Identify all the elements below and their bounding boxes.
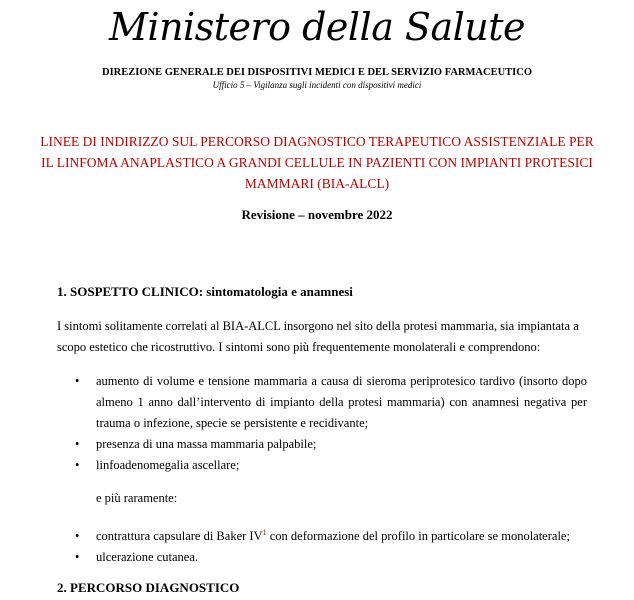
list-item — [75, 547, 587, 568]
rarely-label: e più raramente: — [96, 491, 178, 505]
list-item-text: presenza di una massa mammaria palpabile; — [96, 437, 317, 451]
list-item-text: linfoadenomegalia ascellare; — [96, 458, 240, 472]
section-1-heading — [57, 284, 353, 300]
bullet-icon: • — [75, 550, 80, 564]
bullet-icon: • — [75, 529, 80, 543]
list-item-text-continued: con deformazione del profilo in particolare se monolaterale; — [266, 529, 570, 543]
section-1-heading-number: 1. SOSPETTO CLINICO: — [57, 284, 204, 299]
office-name: Ufficio 5 – Vigilanza sugli incidenti con dispositivi medici — [212, 80, 422, 90]
list-item-text: contrattura capsulare di Baker IV — [96, 529, 263, 543]
revision-date: Revisione – novembre 2022 — [241, 207, 393, 222]
bullet-icon: • — [75, 374, 80, 388]
list-item — [75, 371, 587, 434]
list-item — [75, 434, 587, 455]
section-1-heading-subtitle: sintomatologia e anamnesi — [203, 284, 353, 299]
ministry-logo: Ministero della Salute — [109, 5, 525, 49]
footnote-reference-link[interactable]: 1 — [262, 527, 267, 537]
document-title — [40, 131, 594, 194]
rare-symptom-list — [75, 526, 587, 568]
list-item-text: aumento di volume e tensione mammaria a causa di sieroma periprotesico tardivo (insorto dopo almeno 1 anno dall’intervento di impianto della protesi mammaria) con anamnesi negativa per trauma o infezione, specie se persistente e recidivante; — [96, 374, 587, 430]
list-item — [75, 455, 587, 476]
list-item — [75, 526, 587, 547]
symptom-list — [75, 371, 587, 476]
section-2-heading: 2. PERCORSO DIAGNOSTICO — [57, 580, 240, 595]
document-title-line: MAMMARI (BIA-ALCL) — [244, 176, 390, 191]
document-title-line: LINEE DI INDIRIZZO SUL PERCORSO DIAGNOSTICO TERAPEUTICO ASSISTENZIALE PER — [40, 134, 594, 149]
bullet-icon: • — [75, 458, 80, 472]
bullet-icon: • — [75, 437, 80, 451]
list-item-text: ulcerazione cutanea. — [96, 550, 199, 564]
document-title-line: IL LINFOMA ANAPLASTICO A GRANDI CELLULE IN PAZIENTI CON IMPIANTI PROTESICI — [41, 155, 593, 170]
directorate-name: DIREZIONE GENERALE DEI DISPOSITIVI MEDICI E DEL SERVIZIO FARMACEUTICO — [101, 67, 533, 78]
section-1-intro-paragraph: I sintomi solitamente correlati al BIA-ALCL insorgono nel sito della protesi mammaria, sia impiantata a scopo estetico che ricostruttivo. I sintomi sono più frequentemente monolaterali e comprendono: — [57, 319, 579, 354]
